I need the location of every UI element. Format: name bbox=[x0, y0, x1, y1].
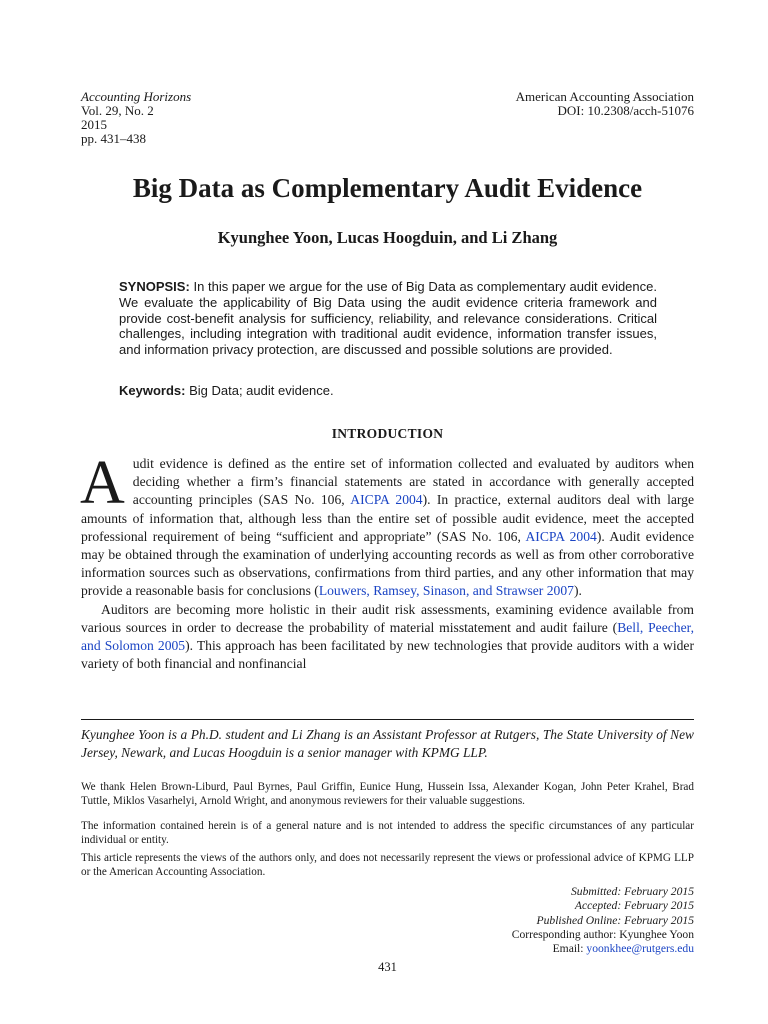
journal-year: 2015 bbox=[81, 117, 107, 132]
intro-text: ). In practice, external auditors deal with large amounts of information that, although less than the entire set of possible audit evidence, meet the accepted professional requirement of being “sufficient and appropriate” (SAS No. 106, bbox=[81, 492, 694, 544]
disclaimer-views: This article represents the views of the authors only, and does not necessarily represent the views or professional advice of KPMG LLP or the American Accounting Association. bbox=[81, 852, 694, 878]
citation-link[interactable]: AICPA 2004 bbox=[525, 528, 597, 544]
accepted-date: Accepted: February 2015 bbox=[574, 899, 694, 913]
citation-link[interactable]: AICPA 2004 bbox=[350, 492, 423, 508]
intro-text: ). This approach has been facilitated by new technologies that provide auditors with a wider variety of both financial and nonfinancial bbox=[81, 638, 694, 672]
journal-pages: pp. 431–438 bbox=[81, 131, 146, 146]
intro-text: ). bbox=[573, 583, 582, 599]
intro-text: Auditors are becoming more holistic in their audit risk assessments, examining evidence available from various sources in order to decrease the probability of material misstatement and audit failure ( bbox=[81, 601, 694, 635]
footnote-divider bbox=[81, 719, 694, 720]
intro-paragraph-1 bbox=[80, 449, 694, 601]
journal-info bbox=[81, 90, 191, 146]
citation-link[interactable]: Louwers, Ramsey, Sinason, and Strawser 2007 bbox=[318, 583, 574, 599]
intro-text: udit evidence is defined as the entire set of information collected and evaluated by auditors when deciding whether a firm’s financial statements are stated in accordance with generally accepted accounting principles (SAS No. 106, bbox=[132, 456, 694, 508]
acknowledgment: We thank Helen Brown-Liburd, Paul Byrnes, Paul Griffin, Eunice Hung, Hussein Issa, Alexander Kogan, John Peter Krahel, Brad Tuttle, Miklos Vasarhelyi, Arnold Wright, and anonymous reviewers for their valuable suggestions. bbox=[81, 781, 694, 807]
section-heading-introduction: INTRODUCTION bbox=[331, 426, 444, 441]
intro-text: ). Audit evidence may be obtained through the examination of underlying accounting records as well as from other corroborative information sources such as observations, confirmations from third parties, and any other information that may provide a reasonable basis for conclusions ( bbox=[81, 528, 694, 599]
keywords-label: Keywords: bbox=[119, 383, 186, 398]
submitted-date: Submitted: February 2015 bbox=[570, 885, 694, 898]
email-label: Email: bbox=[552, 942, 587, 956]
journal-name: Accounting Horizons bbox=[81, 89, 192, 104]
drop-cap: A bbox=[80, 449, 125, 517]
citation-link[interactable]: Bell, Peecher, and Solomon 2005 bbox=[81, 619, 694, 654]
publisher-info bbox=[516, 90, 694, 118]
intro-paragraph-2 bbox=[81, 601, 694, 674]
corresponding-author: Corresponding author: Kyunghee Yoon bbox=[511, 927, 694, 941]
keywords bbox=[119, 383, 657, 399]
email-link[interactable]: yoonkhee@rutgers.edu bbox=[586, 942, 694, 956]
synopsis-label: SYNOPSIS: bbox=[119, 279, 190, 294]
paper-page bbox=[81, 0, 694, 1024]
author-list: Kyunghee Yoon, Lucas Hoogduin, and Li Zhang bbox=[217, 228, 558, 247]
synopsis-text: In this paper we argue for the use of Big Data as complementary audit evidence. We evaluate the applicability of Big Data using the audit evidence criteria framework and provide cost-benefit analysis for sufficiency, reliability, and relevance considerations. Critical challenges, including integration with traditional audit evidence, information transfer issues, and information privacy protection, are discussed and possible solutions are provided. bbox=[119, 279, 657, 358]
paper-title: Big Data as Complementary Audit Evidence bbox=[132, 173, 643, 203]
publisher-name: American Accounting Association bbox=[515, 89, 694, 104]
doi[interactable]: DOI: 10.2308/acch-51076 bbox=[557, 103, 694, 118]
article-metadata bbox=[512, 885, 694, 956]
email-line bbox=[512, 942, 694, 956]
page-number: 431 bbox=[378, 960, 397, 974]
journal-volume: Vol. 29, No. 2 bbox=[81, 103, 154, 118]
synopsis bbox=[119, 279, 657, 358]
published-date: Published Online: February 2015 bbox=[536, 913, 694, 927]
keywords-text: Big Data; audit evidence. bbox=[185, 383, 334, 398]
disclaimer-general: The information contained herein is of a general nature and is not intended to address the specific circumstances of any particular individual or entity. bbox=[81, 820, 694, 846]
introduction-body bbox=[80, 449, 694, 673]
author-affiliation: Kyunghee Yoon is a Ph.D. student and Li Zhang is an Assistant Professor at Rutgers, The State University of New Jersey, Newark, and Lucas Hoogduin is a senior manager with KPMG LLP. bbox=[81, 727, 694, 760]
